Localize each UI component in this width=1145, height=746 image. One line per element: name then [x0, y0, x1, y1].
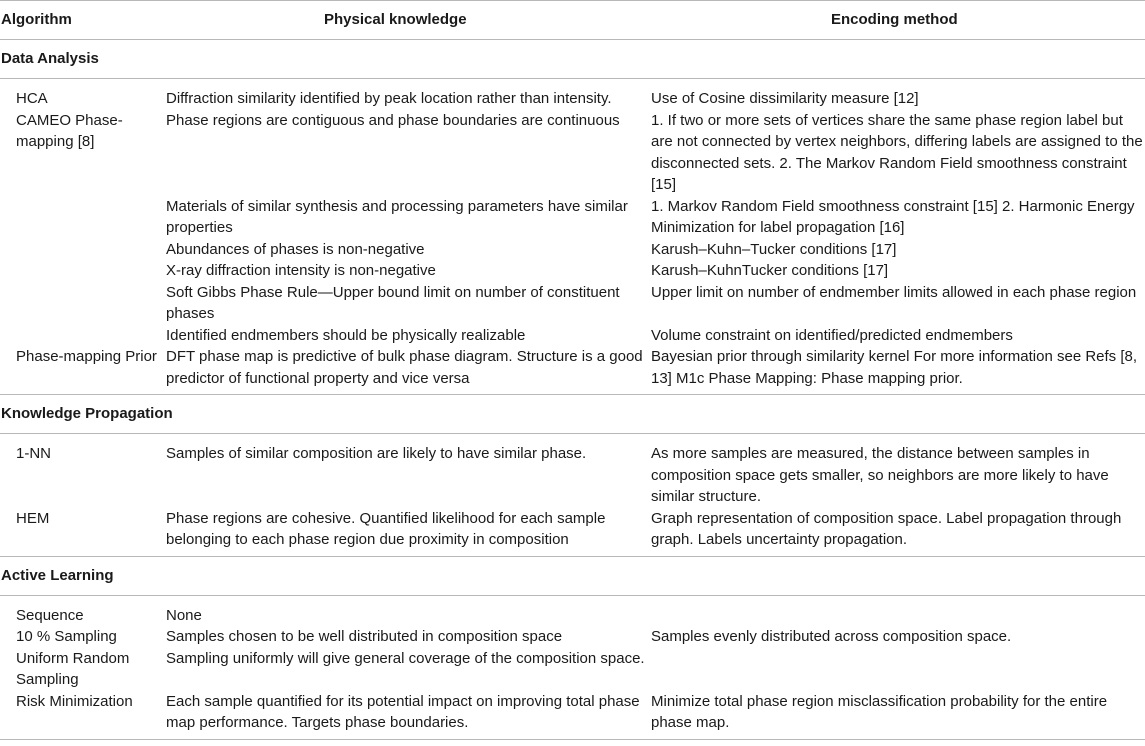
algorithm-cell: HCA — [16, 90, 48, 107]
encoding-method-cell: 1. Markov Random Field smoothness constraint [15] 2. Harmonic Energy Minimization for label propagation [16] — [651, 197, 1135, 236]
encoding-method-cell: Graph representation of composition space. Label propagation through graph. Labels uncertainty propagation. — [651, 508, 1145, 557]
section-row-data-analysis — [0, 40, 1145, 79]
encoding-method-cell: As more samples are measured, the distance between samples in composition space gets smaller, so neighbors are more likely to have similar structure. — [651, 445, 1109, 505]
encoding-method-cell — [651, 648, 1145, 691]
table-row — [0, 325, 1145, 347]
algorithm-cell: CAMEO Phase-mapping [8] — [16, 111, 123, 150]
physical-knowledge-cell: X-ray diffraction intensity is non-negative — [166, 262, 436, 279]
physical-knowledge-cell: Diffraction similarity identified by peak location rather than intensity. — [166, 90, 612, 107]
algorithm-cell: Risk Minimization — [0, 691, 166, 740]
section-title: Data Analysis — [0, 40, 1145, 79]
encoding-method-cell: Karush–KuhnTucker conditions [17] — [651, 262, 889, 279]
table-row — [0, 434, 1145, 508]
header-encoding-method: Encoding method — [651, 1, 1145, 40]
table-row — [0, 648, 1145, 691]
algorithm-cell: HEM — [0, 508, 166, 557]
table-row — [0, 346, 1145, 395]
table-row — [0, 260, 1145, 282]
section-row-knowledge-propagation — [0, 395, 1145, 434]
physical-knowledge-cell: None — [166, 606, 202, 624]
algorithm-cell: 1-NN — [16, 445, 52, 462]
physical-knowledge-cell: Each sample quantified for its potential impact on improving total phase map performance. Targets phase boundaries. — [166, 691, 651, 740]
physical-knowledge-cell: Phase regions are cohesive. Quantified likelihood for each sample belonging to each phase region due proximity in composition — [166, 508, 651, 557]
algorithm-cell — [0, 325, 166, 347]
header-algorithm: Algorithm — [0, 1, 166, 40]
encoding-method-cell: Bayesian prior through similarity kernel For more information see Refs [8, 13] M1c Phase Mapping: Phase mapping prior. — [651, 346, 1145, 395]
algorithm-cell: 10 % Sampling — [16, 628, 117, 645]
physical-knowledge-cell: Phase regions are contiguous and phase boundaries are continuous — [166, 111, 620, 129]
algorithm-cell: Sequence — [16, 606, 84, 624]
physical-knowledge-cell: Soft Gibbs Phase Rule—Upper bound limit on number of constituent phases — [166, 283, 620, 322]
physical-knowledge-cell: Samples chosen to be well distributed in composition space — [166, 628, 563, 645]
table-row — [0, 508, 1145, 557]
physical-knowledge-cell: Abundances of phases is non-negative — [166, 240, 425, 258]
table-row — [0, 595, 1145, 626]
table-row — [0, 626, 1145, 648]
header-physical-knowledge: Physical knowledge — [166, 1, 651, 40]
encoding-method-cell: Volume constraint on identified/predicted endmembers — [651, 326, 1013, 344]
algorithm-cell: Phase-mapping Prior — [0, 346, 166, 395]
encoding-method-cell: Use of Cosine dissimilarity measure [12] — [651, 90, 919, 107]
table-row — [0, 196, 1145, 239]
physical-knowledge-cell: Samples of similar composition are likely to have similar phase. — [166, 445, 587, 462]
table-row — [0, 79, 1145, 110]
section-title: Knowledge Propagation — [0, 395, 1145, 434]
algorithm-cell — [0, 260, 166, 282]
section-row-active-learning — [0, 556, 1145, 595]
table-row — [0, 282, 1145, 325]
physical-knowledge-cell: Identified endmembers should be physically realizable — [166, 326, 526, 344]
encoding-method-cell: Samples evenly distributed across composition space. — [651, 628, 1012, 645]
encoding-method-cell: Minimize total phase region misclassification probability for the entire phase map. — [651, 691, 1145, 740]
encoding-method-cell: 1. If two or more sets of vertices share the same phase region label but are not connected by vertex neighbors, differing labels are assigned to the disconnected sets. 2. The Markov Random Field smoothness constraint [15] — [651, 111, 1143, 193]
algorithm-cell — [0, 282, 166, 325]
algorithm-cell: Uniform Random Sampling — [16, 649, 130, 688]
encoding-method-cell: Upper limit on number of endmember limits allowed in each phase region — [651, 283, 1137, 301]
table-row — [0, 691, 1145, 740]
encoding-method-cell — [651, 595, 1145, 626]
physical-knowledge-cell: Sampling uniformly will give general coverage of the composition space. — [166, 649, 645, 667]
physical-knowledge-cell: Materials of similar synthesis and processing parameters have similar properties — [166, 197, 628, 236]
table-row — [0, 239, 1145, 261]
header-row — [0, 1, 1145, 40]
section-title: Active Learning — [0, 556, 1145, 595]
algorithm-cell — [0, 196, 166, 239]
encoding-method-cell: Karush–Kuhn–Tucker conditions [17] — [651, 240, 897, 258]
physical-knowledge-cell: DFT phase map is predictive of bulk phase diagram. Structure is a good predictor of functional property and vice versa — [166, 346, 651, 395]
table-row — [0, 110, 1145, 196]
algorithm-cell — [0, 239, 166, 261]
